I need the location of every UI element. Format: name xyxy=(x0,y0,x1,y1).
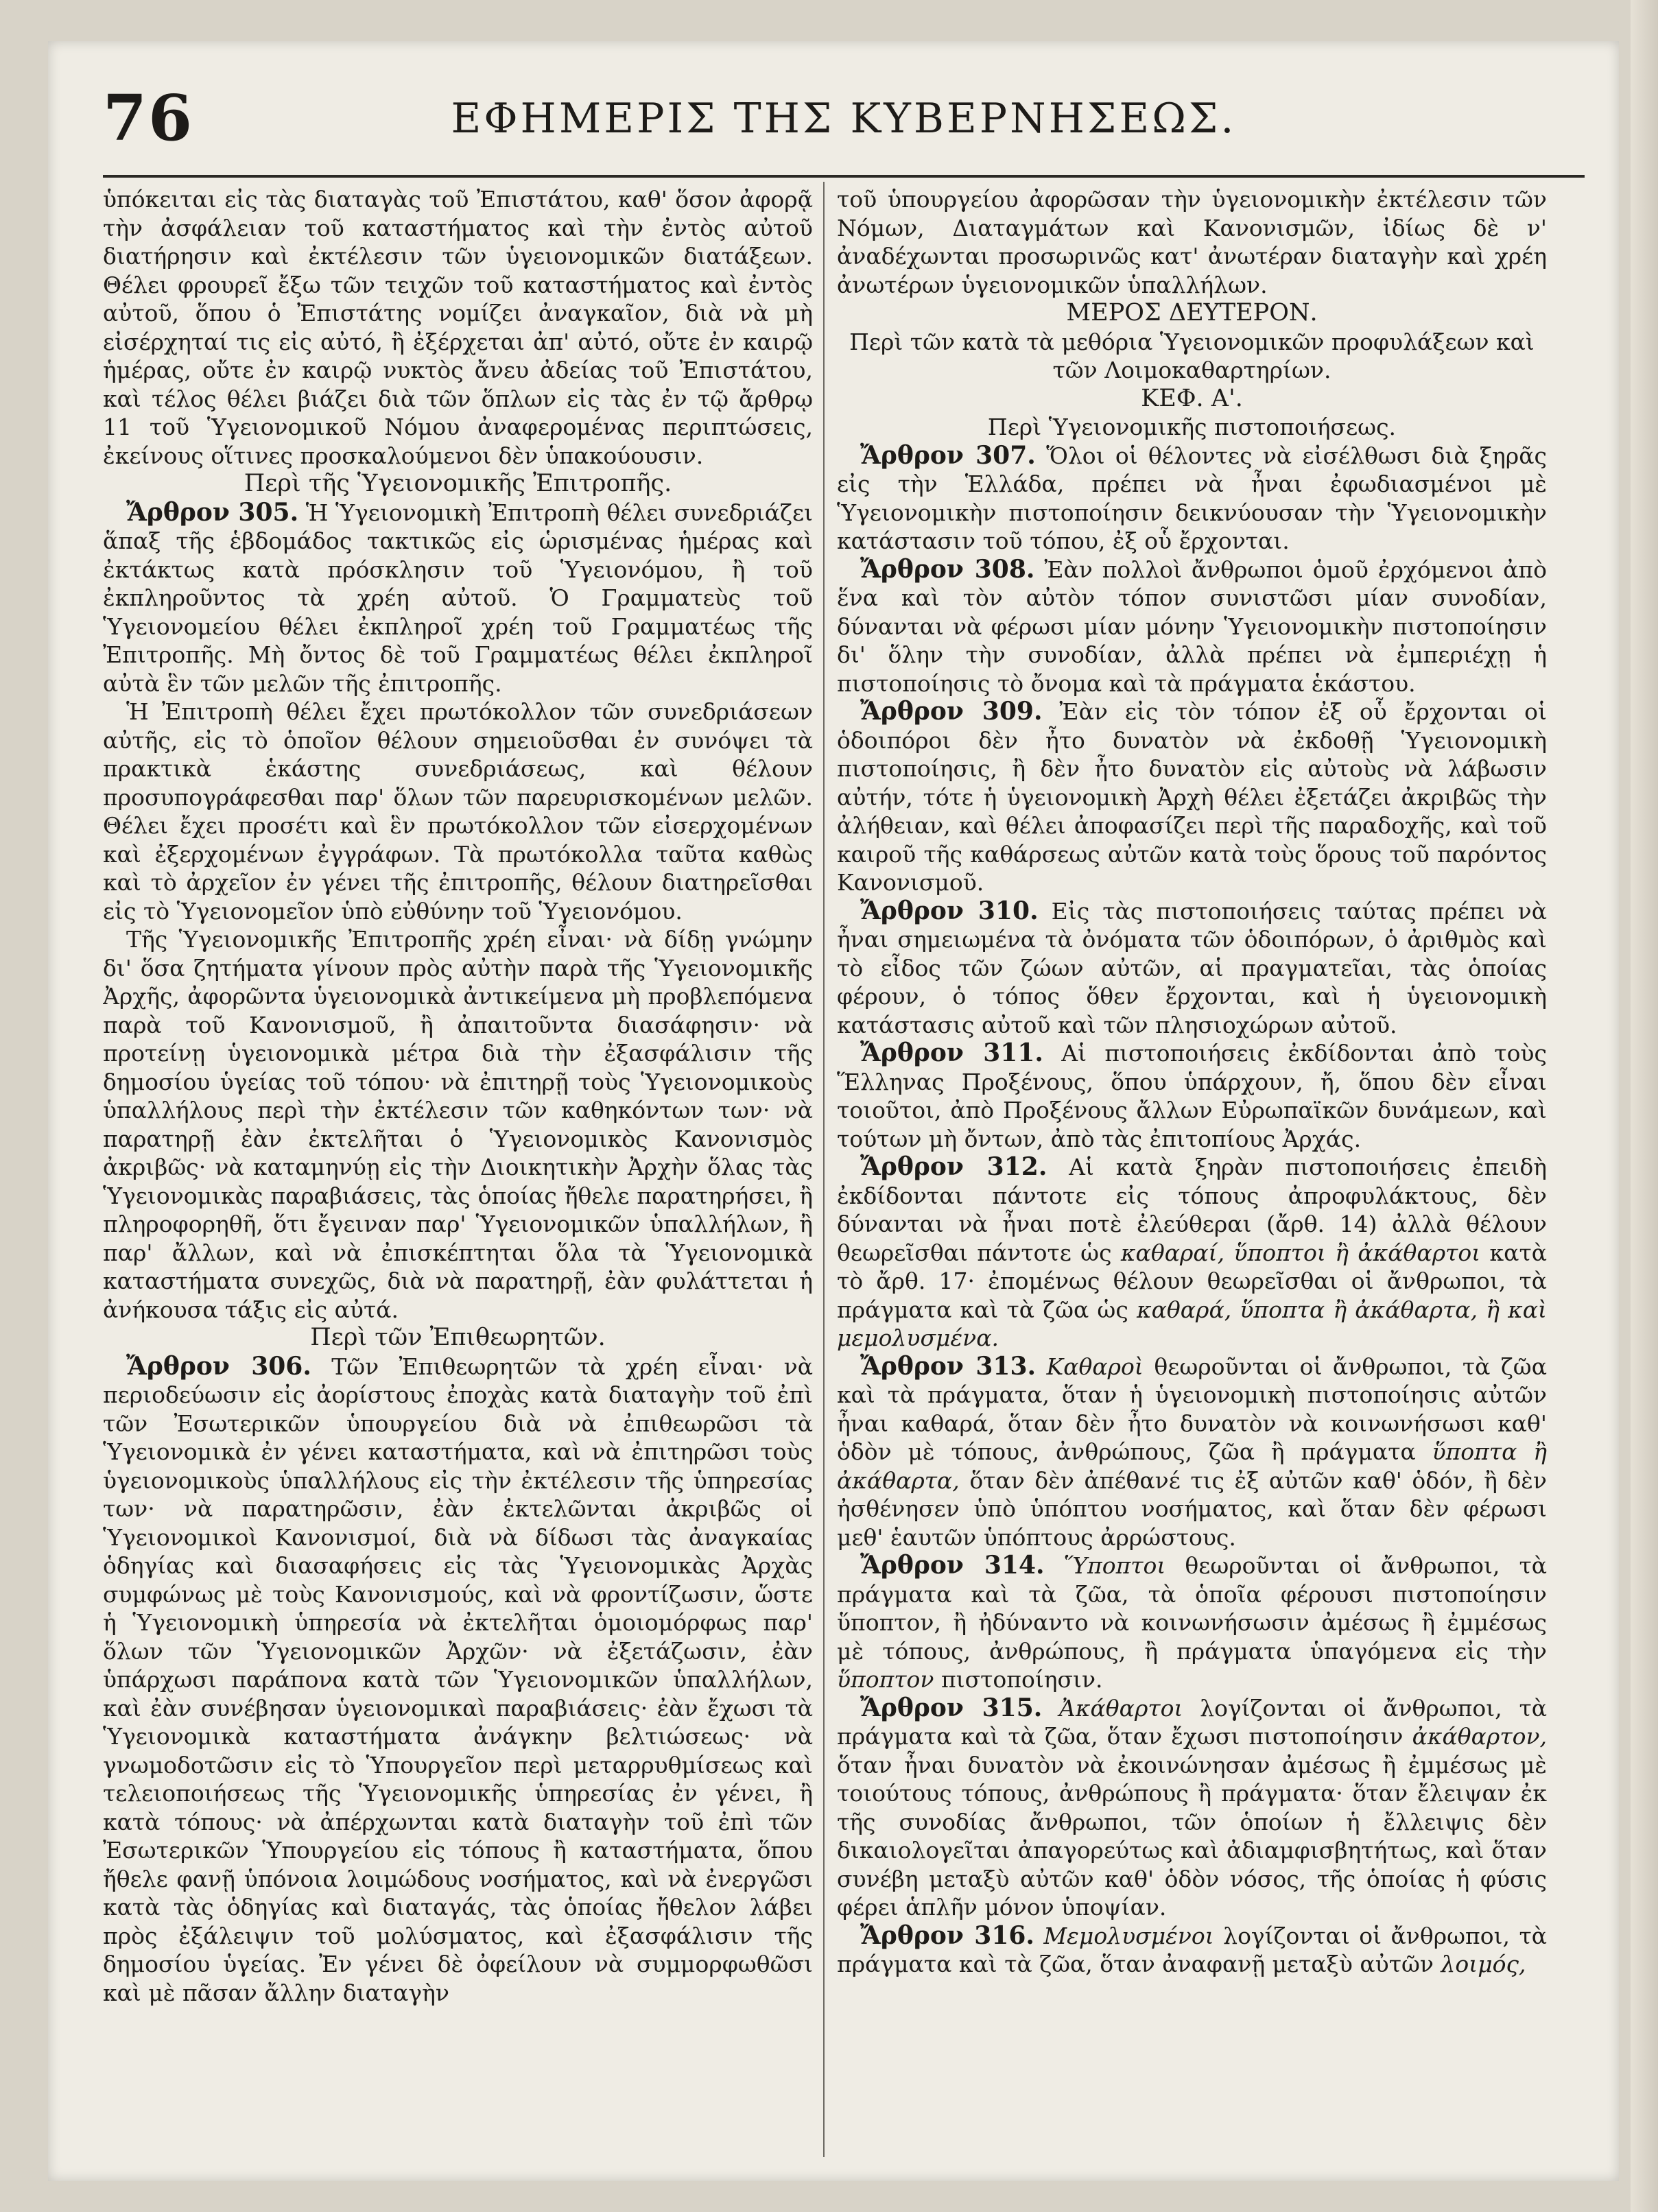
chapter-title: Περὶ Ὑγειονομικῆς πιστοποιήσεως. xyxy=(987,414,1397,440)
chapter-heading: ΚΕΦ. Α'. xyxy=(1141,384,1243,412)
page-header xyxy=(103,69,1585,171)
article-316 xyxy=(837,1922,1547,1979)
section-heading-committee: Περὶ τῆς Ὑγειονομικῆς Ἐπιτροπῆς. xyxy=(244,470,672,497)
italic-term: ὕποπτον xyxy=(837,1666,934,1693)
italic-term: καθαραί, ὕποπτοι ἢ ἀκάθαρτοι xyxy=(1120,1239,1481,1266)
header-rule xyxy=(103,175,1585,178)
page-sheet xyxy=(48,41,1619,2181)
article-text: Ὅλοι οἱ θέλοντες νὰ εἰσέλθωσι διὰ ξηρᾶς εἰς τὴν Ἑλλάδα, πρέπει νὰ ἦναι ἐφωδιασμένοι μὲ Ὑγειονομικὴν πιστοποίησιν δεικνύουσαν τὴν Ὑγειονομικὴν κατάστασιν τοῦ τόπου, ἐξ οὗ ἔρχονται. xyxy=(837,442,1547,554)
italic-term: Ὕποπτοι xyxy=(1063,1552,1166,1579)
paragraph-protocol: Ἡ Ἐπιτροπὴ θέλει ἔχει πρωτόκολλον τῶν συνεδριάσεων αὐτῆς, εἰς τὸ ὁποῖον θέλουν σημειοῦσθαι ἐν συνόψει τὰ πρακτικὰ ἑκάστης συνεδριάσεως, καὶ θέλουν προσυπογράφεσθαι παρ' ὅλων τῶν παρευρισκομένων μελῶν. Θέλει ἔχει προσέτι καὶ ἓν πρωτόκολλον τῶν εἰσερχομένων καὶ ἐξερχομένων ἐγγράφων. Τὰ πρωτόκολλα ταῦτα καθὼς καὶ τὸ ἀρχεῖον ἐν γένει τῆς ἐπιτροπῆς, θέλουν διατηρεῖσθαι εἰς τὸ Ὑγειονομεῖον ὑπὸ εὐθύνην τοῦ Ὑγειονόμου. xyxy=(103,698,813,925)
article-label: Ἄρθρον 312. xyxy=(860,1152,1047,1181)
article-label: Ἄρθρον 307. xyxy=(860,440,1036,470)
part-heading: ΜΕΡΟΣ ΔΕΥΤΕΡΟΝ. xyxy=(1066,299,1318,326)
article-label: Ἄρθρον 316. xyxy=(860,1920,1034,1950)
italic-term: Καθαροὶ xyxy=(1046,1353,1144,1380)
italic-term: ὕποπτα ἢ ἀκάθαρτα, xyxy=(837,1438,1547,1494)
article-label: Ἄρθρον 313. xyxy=(860,1351,1037,1381)
article-text: Ἐὰν πολλοὶ ἄνθρωποι ὁμοῦ ἐρχόμενοι ἀπὸ ἕνα καὶ τὸν αὐτὸν τόπον συνιστῶσι μίαν συνοδίαν, δύνανται νὰ φέρωσι μίαν μόνην Ὑγειονομικὴν πιστοποίησιν δι' ὅλην τὴν συνοδίαν, ἀλλὰ πρέπει νὰ ἐμπεριέχῃ ἡ πιστοποίησις τὸ ὄνομα καὶ τὰ πράγματα ἑκάστου. xyxy=(837,556,1547,697)
page-number: 76 xyxy=(103,81,194,155)
article-text: λογίζονται οἱ ἄνθρωποι, τὰ πράγματα καὶ τὰ ζῶα, ὅταν ἔχωσι πιστοποίησιν xyxy=(837,1694,1547,1750)
article-313 xyxy=(837,1353,1547,1552)
article-text: πιστοποίησιν. xyxy=(934,1666,1103,1693)
article-text: θεωροῦνται οἱ ἄνθρωποι, τὰ ζῶα καὶ τὰ πράγματα, ὅταν ἡ ὑγειονομικὴ πιστοποίησις αὐτῶν ἦναι καθαρά, ὅταν δὲν ἦτο δυνατὸν νὰ κοινωνήσωσι καθ' ὁδὸν μὲ τόπους, ἀνθρώπους, ζῶα ἢ πράγματα xyxy=(837,1353,1547,1465)
article-label: Ἄρθρον 308. xyxy=(860,554,1035,584)
italic-term: καθαρά, ὕποπτα ἢ ἀκάθαρτα, ἢ καὶ μεμολυσμένα. xyxy=(837,1296,1547,1351)
right-column xyxy=(837,185,1547,2161)
article-text: θεωροῦνται οἱ ἄνθρωποι, τὰ πράγματα καὶ τὰ ζῶα, τὰ ὁποῖα φέρουσι πιστοποίησιν ὕποπτον, ἢ ἠδύναντο νὰ κοινωνήσωσιν ἀμέσως ἢ ἐμμέσως μὲ τόπους, ἀνθρώπους, ἢ πράγματα ὑπαγόμενα εἰς τὴν xyxy=(837,1552,1547,1665)
article-305 xyxy=(103,499,813,698)
article-text: Τῶν Ἐπιθεωρητῶν τὰ χρέη εἶναι· νὰ περιοδεύωσιν εἰς ἀορίστους ἐποχὰς κατὰ διαταγὴν τοῦ ἐπὶ τῶν Ἐσωτερικῶν ὑπουργείου διὰ νὰ ἐπιθεωρῶσι τὰ Ὑγειονομικὰ ἐν γένει καταστήματα, καὶ νὰ ἐπιτηρῶσι τοὺς ὑγειονομικοὺς ὑπαλλήλους εἰς τὴν ἐκτέλεσιν τῆς ὑπηρεσίας των· νὰ παρατηρῶσιν, ἐὰν ἐκτελῶνται ἀκριβῶς οἱ Ὑγειονομικοὶ Κανονισμοί, διὰ νὰ δίδωσι τὰς ἀναγκαίας ὁδηγίας καὶ διασαφήσεις εἰς τὰς Ὑγειονομικὰς Ἀρχὰς συμφώνως μὲ τοὺς Κανονισμούς, καὶ νὰ φροντίζωσιν, ὥστε ἡ Ὑγειονομικὴ ὑπηρεσία νὰ ἐκτελῆται ὁμοιομόρφως παρ' ὅλων τῶν Ὑγειονομικῶν Ἀρχῶν· νὰ ἐξετάζωσιν, ἐὰν ὑπάρχωσι παράπονα κατὰ τῶν Ὑγειονομικῶν ὑπαλλήλων, καὶ ἐὰν συνέβησαν ὑγειονομικαὶ παραβιάσεις· ἐὰν ἔχωσι τὰ Ὑγειονομικὰ καταστήματα ἀνάγκην βελτιώσεως· νὰ γνωμοδοτῶσιν εἰς τὸ Ὑπουργεῖον περὶ μεταρρυθμίσεως καὶ τελειοποιήσεως τῆς Ὑγειονομικῆς ὑπηρεσίας ἐν γένει, ἢ κατὰ τόπους· νὰ ἀπέρχωνται κατὰ διαταγὴν τοῦ ἐπὶ τῶν Ἐσωτερικῶν Ὑπουργείου εἰς τόπους ἢ καταστήματα, ὅπου ἤθελε φανῇ ὑπόνοια λοιμώδους νοσήματος, καὶ νὰ ἐνεργῶσι κατὰ τὰς ὁδηγίας καὶ διαταγάς, τὰς ὁποίας ἤθελον λάβει πρὸς ἐξάλειψιν τοῦ μολύσματος, καὶ ἐξασφάλισιν τῆς δημοσίου ὑγείας. Ἐν γένει δὲ ὀφείλουν νὰ συμμορφωθῶσι καὶ μὲ πᾶσαν ἄλλην διαταγὴν xyxy=(103,1353,813,2006)
article-text: Εἰς τὰς πιστοποιήσεις ταύτας πρέπει νὰ ἦναι σημειωμένα τὰ ὀνόματα τῶν ὁδοιπόρων, ὁ ἀριθμὸς καὶ τὸ εἶδος τῶν ζώων αὐτῶν, αἱ πραγματεῖαι, τὰς ὁποίας φέρουν, ὁ τόπος ὅθεν ἔρχονται, καὶ ἡ ὑγειονομικὴ κατάστασις αὐτοῦ καὶ τῶν πλησιοχώρων αὐτοῦ. xyxy=(837,897,1547,1038)
article-label: Ἄρθρον 306. xyxy=(126,1351,311,1381)
article-text: Αἱ πιστοποιήσεις ἐκδίδονται ἀπὸ τοὺς Ἕλληνας Προξένους, ὅπου ὑπάρχουν, ἤ, ὅπου δὲν εἶναι τοιοῦτοι, ἀπὸ Προξένους ἄλλων Εὐρωπαϊκῶν δυνάμεων, καὶ τούτων μὴ ὄντων, ἀπὸ τὰς ἐπιτοπίους Ἀρχάς. xyxy=(837,1040,1547,1152)
article-306 xyxy=(103,1353,813,2008)
article-311 xyxy=(837,1039,1547,1153)
article-label: Ἄρθρον 315. xyxy=(860,1693,1043,1722)
italic-term: Ἀκάθαρτοι xyxy=(1059,1694,1183,1722)
article-label: Ἄρθρον 309. xyxy=(860,697,1043,726)
italic-term: ἀκάθαρτον, xyxy=(1412,1723,1547,1750)
italic-term: λοιμός, xyxy=(1441,1951,1526,1977)
article-315 xyxy=(837,1694,1547,1922)
part-subheading: Περὶ τῶν κατὰ τὰ μεθόρια Ὑγειονομικῶν προφυλάξεων καὶ τῶν Λοιμοκαθαρτηρίων. xyxy=(849,328,1535,383)
paragraph-intro: ὑπόκειται εἰς τὰς διαταγὰς τοῦ Ἐπιστάτου, καθ' ὅσον ἀφορᾷ τὴν ἀσφάλειαν τοῦ καταστήματος καὶ τὴν ἐντὸς αὐτοῦ διατήρησιν καὶ ἐκτέλεσιν τῶν ὑγειονομικῶν διατάξεων. Θέλει φρουρεῖ ἔξω τῶν τειχῶν τοῦ καταστήματος καὶ ἐντὸς αὐτοῦ, ὅπου ὁ Ἐπιστάτης νομίζει ἀναγκαῖον, διὰ νὰ μὴ εἰσέρχηταί τις εἰς αὐτό, ἢ ἐξέρχεται ἀπ' αὐτό, οὔτε ἐν καιρῷ ἡμέρας, οὔτε ἐν καιρῷ νυκτὸς ἄνευ ἀδείας τοῦ Ἐπιστάτου, καὶ τέλος θέλει βιάζει διὰ τῶν ὅπλων εἰς τὰς ἐν τῷ ἄρθρῳ 11 τοῦ Ὑγειονομικοῦ Νόμου ἀναφερομένας περιπτώσεις, ἐκείνους οἵτινες προσκαλούμενοι δὲν ὑπακούουσιν. xyxy=(103,186,813,469)
paragraph-duties: Τῆς Ὑγειονομικῆς Ἐπιτροπῆς χρέη εἶναι· νὰ δίδῃ γνώμην δι' ὅσα ζητήματα γίνουν πρὸς αὐτὴν παρὰ τῆς Ὑγειονομικῆς Ἀρχῆς, ἀφορῶντα ὑγειονομικὰ ἀντικείμενα μὴ προβλεπόμενα παρὰ τοῦ Κανονισμοῦ, ἢ ἀπαιτοῦντα διασάφησιν· νὰ προτείνῃ ὑγειονομικὰ μέτρα διὰ τὴν ἐξασφάλισιν τῆς δημοσίου ὑγείας τοῦ τόπου· νὰ ἐπιτηρῇ τοὺς Ὑγειονομικοὺς ὑπαλλήλους περὶ τὴν ἐκτέλεσιν τῶν καθηκόντων των· νὰ παρατηρῇ ἐὰν ἐκτελῆται ὁ Ὑγειονομικὸς Κανονισμὸς ἀκριβῶς· νὰ καταμηνύῃ εἰς τὴν Διοικητικὴν Ἀρχὴν ὅλας τὰς Ὑγειονομικὰς παραβιάσεις, τὰς ὁποίας ἤθελε παρατηρήσει, ἢ πληροφορηθῆ, ὅτι ἔγειναν παρ' Ὑγειονομικῶν ὑπαλλήλων, ἢ παρ' ἄλλων, καὶ νὰ ἐπισκέπτηται ὅλα τὰ Ὑγειονομικὰ καταστήματα συνεχῶς, διὰ νὰ παρατηρῇ, ἐὰν φυλάττεται ἡ ἀνήκουσα τάξις εἰς αὐτά. xyxy=(103,926,813,1323)
article-label: Ἄρθρον 310. xyxy=(860,896,1039,925)
article-text: ὅταν δὲν ἀπέθανέ τις ἐξ αὐτῶν καθ' ὁδόν, ἢ δὲν ἠσθένησεν ὑπὸ ὑπόπτου νοσήματος, καὶ ὅταν δὲν φέρωσι μεθ' ἑαυτῶν ὑπόπτους ἀρρώστους. xyxy=(837,1466,1547,1551)
paragraph-continuation: τοῦ ὑπουργείου ἀφορῶσαν τὴν ὑγειονομικὴν ἐκτέλεσιν τῶν Νόμων, Διαταγμάτων καὶ Κανονισμῶν, ἰδίως δὲ ν' ἀναδέχωνται προσωρινῶς κατ' ἀνωτέραν διαταγὴν καὶ χρέη ἀνωτέρων ὑγειονομικῶν ὑπαλλήλων. xyxy=(837,186,1547,298)
article-text: Ἡ Ὑγειονομικὴ Ἐπιτροπὴ θέλει συνεδριάζει ἅπαξ τῆς ἑβδομάδος τακτικῶς εἰς ὡρισμένας ἡμέρας καὶ ἐκτάκτως κατὰ πρόσκλησιν τοῦ Ὑγειονόμου, ἢ τοῦ ἐκπληροῦντος τὰ χρέη αὐτοῦ. Ὁ Γραμματεὺς τοῦ Ὑγειονομείου θέλει ἐκπληροῖ χρέη τοῦ Γραμματέως τῆς Ἐπιτροπῆς. Μὴ ὄντος δὲ τοῦ Γραμματέως θέλει ἐκπληροῖ αὐτὰ ἓν τῶν μελῶν τῆς ἐπιτροπῆς. xyxy=(103,499,813,697)
scan-edge xyxy=(1631,0,1658,2212)
article-label: Ἄρθρον 311. xyxy=(860,1038,1043,1067)
column-divider xyxy=(823,182,825,2157)
left-column xyxy=(103,185,813,2161)
article-312 xyxy=(837,1153,1547,1353)
article-314 xyxy=(837,1551,1547,1694)
section-heading-inspectors: Περὶ τῶν Ἐπιθεωρητῶν. xyxy=(310,1324,606,1351)
article-309 xyxy=(837,698,1547,897)
article-310 xyxy=(837,897,1547,1040)
article-label: Ἄρθρον 314. xyxy=(860,1551,1045,1580)
article-308 xyxy=(837,556,1547,698)
article-text: κατὰ τὸ ἄρθ. 17· ἐπομένως θέλουν θεωρεῖσθαι οἱ ἄνθρωποι, τὰ πράγματα καὶ τὰ ζῶα ὡς xyxy=(837,1239,1547,1323)
article-text: Αἱ κατὰ ξηρὰν πιστοποιήσεις ἐπειδὴ ἐκδίδονται πάντοτε εἰς τόπους ἀπροφυλάκτους, δὲν δύνανται νὰ ἦναι ποτὲ ἐλεύθεραι (ἄρθ. 14) ἀλλὰ θέλουν θεωρεῖσθαι πάντοτε ὡς xyxy=(837,1154,1547,1266)
article-text: λογίζονται οἱ ἄνθρωποι, τὰ πράγματα καὶ τὰ ζῶα, ὅταν ἀναφανῇ μεταξὺ αὐτῶν xyxy=(837,1922,1547,1977)
running-title: ΕΦΗΜΕΡΙΣ ΤΗΣ ΚΥΒΕΡΝΗΣΕΩΣ. xyxy=(451,95,1237,143)
article-label: Ἄρθρον 305. xyxy=(126,497,299,527)
italic-term: Μεμολυσμένοι xyxy=(1043,1922,1214,1949)
article-307 xyxy=(837,442,1547,556)
article-text: Ἐὰν εἰς τὸν τόπον ἐξ οὗ ἔρχονται οἱ ὁδοιπόροι δὲν ἦτο δυνατὸν νὰ ἐκδοθῇ Ὑγειονομικὴ πιστοποίησις, ἢ δὲν ἦτο δυνατὸν εἰς αὐτοὺς νὰ λάβωσιν αὐτήν, τότε ἡ ὑγειονομικὴ Ἀρχὴ θέλει ἐξετάζει ἀκριβῶς τὴν ἀλήθειαν, καὶ θέλει ἀποφασίζει περὶ τῆς παραδοχῆς, καὶ τοῦ καιροῦ τῆς καθάρσεως αὐτῶν κατὰ τοὺς ὅρους τοῦ παρόντος Κανονισμοῦ. xyxy=(837,698,1547,896)
article-text: ὅταν ἦναι δυνατὸν νὰ ἐκοινώνησαν ἀμέσως ἢ ἐμμέσως μὲ τοιούτους τόπους, ἀνθρώπους ἢ πράγματα· ὅταν ἔλειψαν ἐκ τῆς συνοδίας ἄνθρωποι, τῶν ὁποίων ἡ ἔλλειψις δὲν δικαιολογεῖται ἀπαγορεύτως καὶ ἀδιαμφισβητήτως, καὶ ὅταν συνέβη μεταξὺ αὐτῶν καθ' ὁδὸν νόσος, τῆς ὁποίας ἡ φύσις φέρει ἁπλῆν μόνον ὑποψίαν. xyxy=(837,1751,1547,1920)
